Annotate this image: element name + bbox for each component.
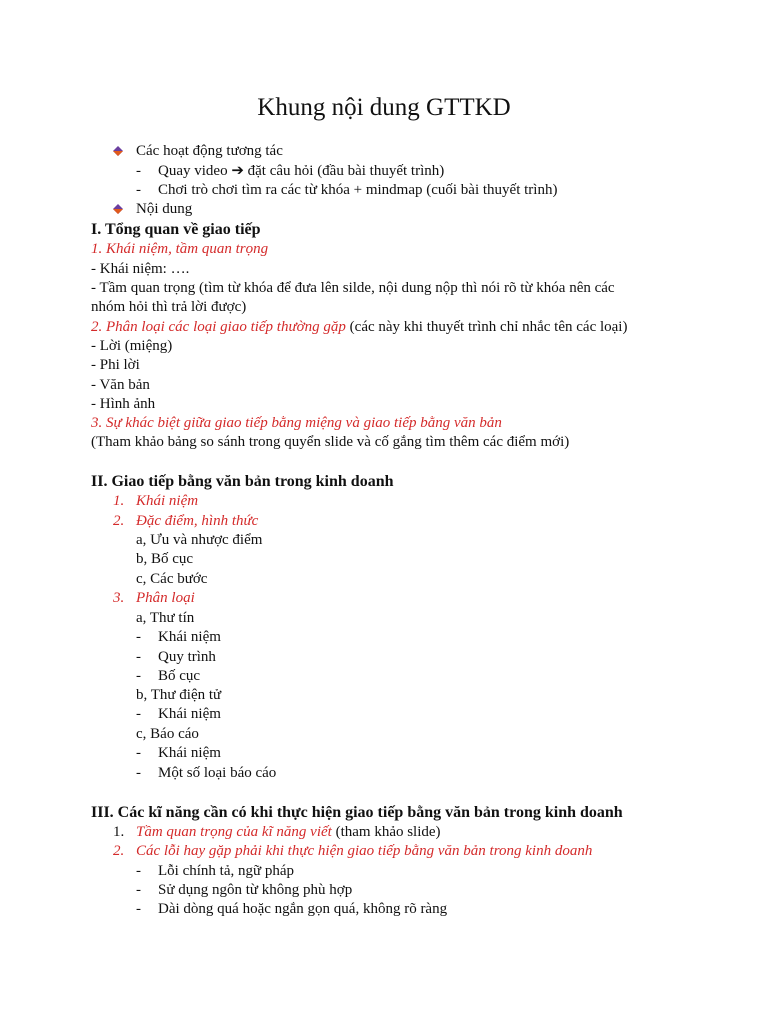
subtype-email: b, Thư điện tử bbox=[136, 687, 222, 703]
dash-marker: - bbox=[136, 182, 141, 198]
dash-marker: - bbox=[136, 745, 141, 761]
subheading-types: 2. Phân loại các loại giao tiếp thường gặp bbox=[91, 319, 346, 335]
list-number: 1. bbox=[113, 824, 125, 840]
subheading-difference: 3. Sự khác biệt giữa giao tiếp bằng miệng và giao tiếp bằng văn bản bbox=[91, 415, 502, 431]
dash-marker: - bbox=[136, 863, 141, 879]
page-title: Khung nội dung GTTKD bbox=[257, 94, 511, 121]
email-item: Khái niệm bbox=[158, 706, 221, 722]
letter-item: Quy trình bbox=[158, 649, 216, 665]
dash-marker: - bbox=[136, 668, 141, 684]
list-number: 2. bbox=[113, 513, 125, 529]
list-number: 3. bbox=[113, 590, 125, 606]
report-item: Một số loại báo cáo bbox=[158, 765, 277, 781]
bullet-activities: Các hoạt động tương tác bbox=[136, 143, 283, 159]
list-item-classification: Phân loại bbox=[136, 590, 195, 606]
skill-importance-note: (tham khảo slide) bbox=[331, 824, 441, 840]
activity-item: Quay video ➔ đặt câu hỏi (đầu bài thuyết trình) bbox=[158, 163, 445, 179]
list-item-features: Đặc điểm, hình thức bbox=[136, 513, 259, 529]
dash-marker: - bbox=[136, 629, 141, 645]
report-item: Khái niệm bbox=[158, 745, 221, 761]
dash-marker: - bbox=[136, 706, 141, 722]
feature-item: c, Các bước bbox=[136, 571, 208, 587]
activity-item: Chơi trò chơi tìm ra các từ khóa + mindmap (cuối bài thuyết trình) bbox=[158, 182, 558, 198]
skill-item-1 bbox=[136, 823, 441, 842]
list-number: 2. bbox=[113, 843, 125, 859]
dash-marker: - bbox=[136, 765, 141, 781]
error-item: Dài dòng quá hoặc ngắn gọn quá, không rõ ràng bbox=[158, 901, 448, 917]
dash-marker: - bbox=[136, 901, 141, 917]
section-heading-2: II. Giao tiếp bằng văn bản trong kinh doanh bbox=[91, 473, 394, 490]
text-difference-note: (Tham khảo bảng so sánh trong quyển slide và cố gắng tìm thêm các điểm mới) bbox=[91, 434, 570, 450]
text-importance: - Tầm quan trọng (tìm từ khóa để đưa lên silde, nội dung nộp thì nói rõ từ khóa nên các bbox=[91, 280, 615, 296]
subtype-letter: a, Thư tín bbox=[136, 610, 195, 626]
dash-marker: - bbox=[136, 649, 141, 665]
text-importance-cont: nhóm hỏi thì trả lời được) bbox=[91, 299, 247, 315]
type-item: - Văn bản bbox=[91, 377, 150, 393]
type-item: - Hình ảnh bbox=[91, 396, 156, 412]
list-item-concept: Khái niệm bbox=[136, 493, 199, 509]
section-heading-1: I. Tổng quan về giao tiếp bbox=[91, 221, 261, 238]
dash-marker: - bbox=[136, 163, 141, 179]
text-concept: - Khái niệm: …. bbox=[91, 261, 190, 277]
types-note: (các này khi thuyết trình chỉ nhắc tên các loại) bbox=[345, 319, 628, 335]
error-item: Sử dụng ngôn từ không phù hợp bbox=[158, 882, 353, 898]
skill-importance: Tầm quan trọng của kĩ năng viết bbox=[136, 824, 332, 840]
skill-errors: Các lỗi hay gặp phải khi thực hiện giao tiếp bằng văn bản trong kinh doanh bbox=[136, 843, 593, 859]
letter-item: Khái niệm bbox=[158, 629, 221, 645]
subheading-concept: 1. Khái niệm, tầm quan trọng bbox=[91, 241, 269, 257]
list-number: 1. bbox=[113, 493, 125, 509]
section-heading-3: III. Các kĩ năng cần có khi thực hiện giao tiếp bằng văn bản trong kinh doanh bbox=[91, 804, 623, 821]
bullet-content: Nội dung bbox=[136, 201, 193, 217]
diamond-bullet-icon bbox=[113, 146, 123, 156]
dash-marker: - bbox=[136, 882, 141, 898]
type-item: - Lời (miệng) bbox=[91, 338, 173, 354]
error-item: Lỗi chính tả, ngữ pháp bbox=[158, 863, 295, 879]
letter-item: Bố cục bbox=[158, 668, 201, 684]
subheading-types-line bbox=[91, 318, 627, 337]
subtype-report: c, Báo cáo bbox=[136, 726, 199, 742]
type-item: - Phi lời bbox=[91, 357, 140, 373]
feature-item: a, Ưu và nhược điểm bbox=[136, 532, 263, 548]
diamond-bullet-icon bbox=[113, 204, 123, 214]
feature-item: b, Bố cục bbox=[136, 551, 194, 567]
